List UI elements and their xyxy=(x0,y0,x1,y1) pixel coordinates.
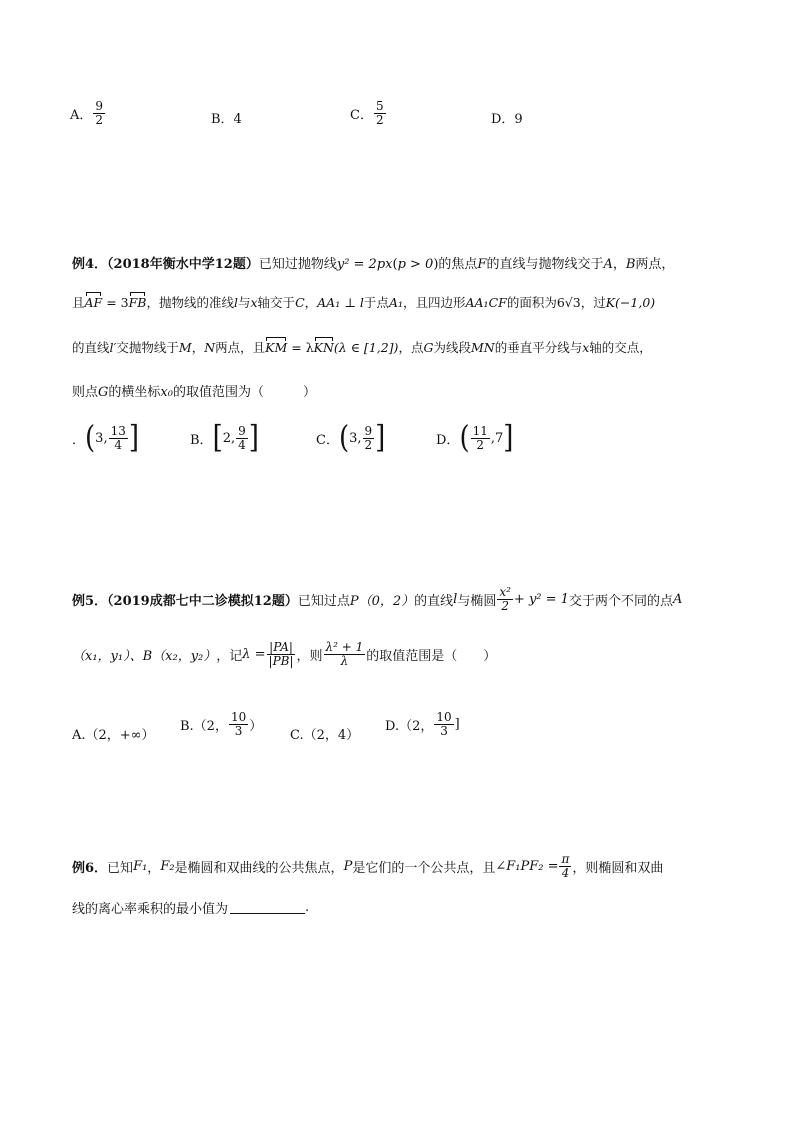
q3-option-b: B．4 xyxy=(211,112,242,127)
ex5-option-a: A.（2，+∞） xyxy=(72,728,155,743)
answer-blank[interactable] xyxy=(230,901,305,914)
ex6-heading: 例6． xyxy=(72,860,108,876)
ex6-line-2: 线的离心率乘积的最小值为 . xyxy=(72,900,310,917)
ex4-line-3: 的直线l′交抛物线于M，N两点，且KM = λKN(λ ∈ [1,2])，点G为线段MN的垂直平分线与x轴的交点， xyxy=(72,340,652,355)
q3-option-a-fraction: $\frac{9}{2}$ xyxy=(95,99,104,127)
q3-option-c-fraction: $\frac{5}{2}$ xyxy=(375,99,384,127)
vector-fb: FB xyxy=(128,295,147,310)
q3-option-c: C． $\frac{5}{2}$ xyxy=(350,99,384,127)
ex4-option-c: C． ( 3, $\frac{9}{2}$ ] xyxy=(316,420,386,457)
vector-af: AF xyxy=(84,295,103,310)
ex5-heading: 例5．（2019成都七中二诊模拟12题） xyxy=(72,593,298,609)
ex5-option-c: C.（2，4） xyxy=(290,728,360,743)
ex4-option-a: ． ( 3, $\frac{13}{4}$ ] xyxy=(72,420,140,457)
ex4-option-d: D． ( $\frac{11}{2}$ ,7 ] xyxy=(436,420,514,457)
q3-option-a: A． $\frac{9}{2}$ xyxy=(70,99,104,127)
ex4-option-b: B． [ 2, $\frac{9}{4}$ ] xyxy=(190,420,259,457)
ex5-option-d: D.（2， $\frac{10}{3}$ ] xyxy=(385,710,460,738)
ex5-line-2: （x₁，y₁）、 B（x₂，y₂） ，记 λ = $\frac{|PA|}{|PB|}$ ，则 $\frac{\text{λ² + 1}}{\lambda}$ 的取值范围是（ ） xyxy=(72,640,497,668)
ex4-line-1: 例4．（2018年衡水中学12题）已知过抛物线y² = 2px(p > 0)的焦点F的直线与抛物线交于A，B两点， xyxy=(72,257,675,272)
ex6-line-1: 例6． 已知 F₁ ， F₂ 是椭圆和双曲线的公共焦点， P 是它们的一个公共点，且 ∠F₁PF₂ = $\frac{\pi}{4}$ ，则椭圆和双曲 xyxy=(72,852,664,880)
vector-km: KM xyxy=(265,340,288,355)
q3-option-d: D．9 xyxy=(491,112,523,127)
ex5-option-b: B.（2， $\frac{10}{3}$ ） xyxy=(180,710,263,738)
ex4-heading: 例4．（2018年衡水中学12题） xyxy=(72,257,259,272)
ex5-line-1: 例5．（2019成都七中二诊模拟12题） 已知过点 P（0，2） 的直线 l 与椭圆 $\frac{\text{x²}}{2}$ + y² = 1 交于两个不同的点 A xyxy=(72,585,683,613)
ex4-line-4: 则点G的横坐标x₀的取值范围为（ ） xyxy=(72,385,316,400)
vector-kn: KN xyxy=(313,340,334,355)
ex4-line-2: 且AF = 3FB，抛物线的准线l与x轴交于C，AA₁ ⊥ l于点A₁，且四边形AA₁CF的面积为6√3，过K(−1,0) xyxy=(72,295,656,310)
